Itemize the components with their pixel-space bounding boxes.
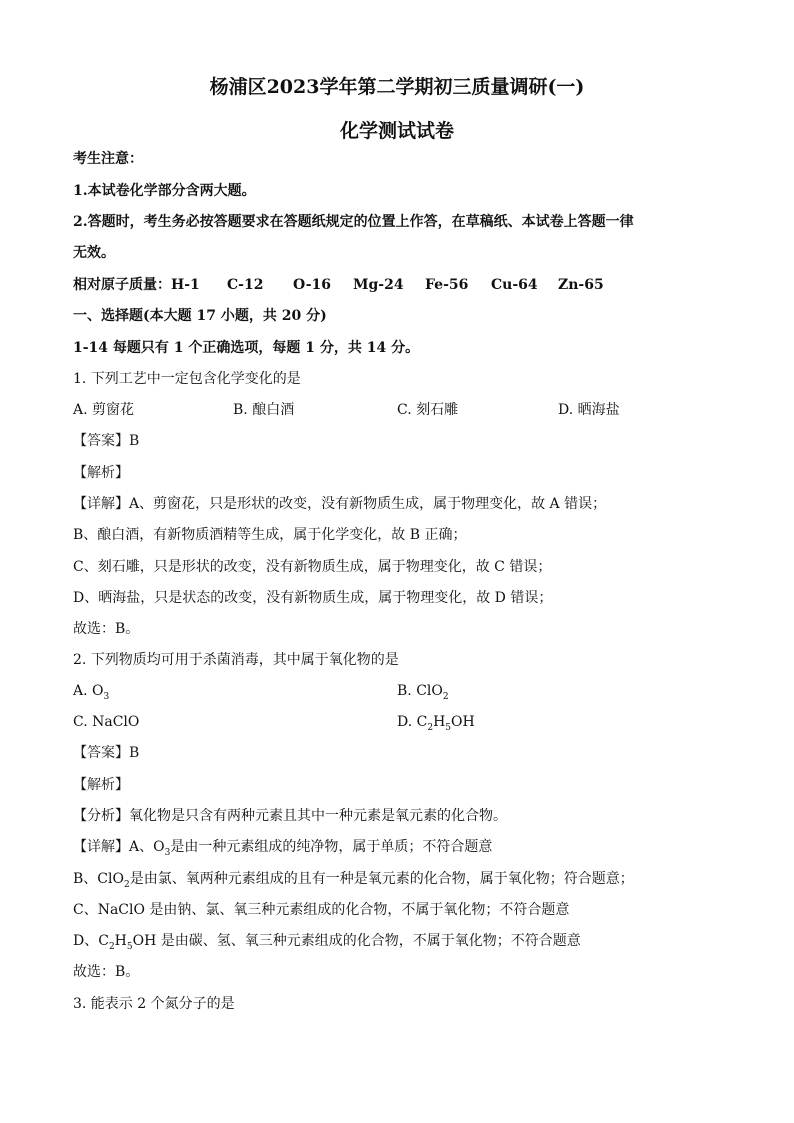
- q1-option-d: D. 晒海盐: [558, 402, 620, 418]
- notice-heading: 考生注意：: [73, 151, 143, 167]
- q2-detail-text: 【详解】A、O: [73, 839, 165, 855]
- notice-item-2-line-2: 无效。: [73, 245, 115, 261]
- q2-answer: 【答案】B: [73, 745, 140, 761]
- q2-option-a-text: A. O: [73, 683, 104, 699]
- atomic-mass-item: H-1: [171, 277, 200, 293]
- question-1-stem: 1. 下列工艺中一定包含化学变化的是: [73, 371, 301, 387]
- q1-option-b: B. 酿白酒: [233, 402, 295, 418]
- q2-option-b-sub: 2: [442, 691, 449, 702]
- q2-option-d-sub: 5: [445, 722, 452, 733]
- atomic-mass-item: C-12: [227, 277, 264, 293]
- q2-option-a: [73, 682, 109, 700]
- atomic-mass-item: Fe-56: [425, 277, 469, 293]
- q2-detail-text: B、ClO: [73, 871, 124, 887]
- page-subtitle: 化学测试试卷: [339, 120, 454, 142]
- q2-detail-text: D、C: [73, 933, 109, 949]
- q2-detail-text: H: [114, 933, 127, 949]
- q2-option-d-sub: 2: [427, 722, 434, 733]
- question-3-stem: 3. 能表示 2 个氮分子的是: [73, 996, 235, 1012]
- q1-detail-line: 【详解】A、剪窗花，只是形状的改变，没有新物质生成，属于物理变化，故 A 错误；: [73, 496, 607, 512]
- q2-detail-text: OH 是由碳、氢、氧三种元素组成的化合物，不属于氧化物；不符合题意: [132, 933, 581, 949]
- section-subheading: 1-14 每题只有 1 个正确选项，每题 1 分，共 14 分。: [73, 340, 420, 356]
- q2-option-d: [397, 713, 475, 731]
- q2-detail-line: [73, 870, 634, 888]
- q2-option-b: [397, 682, 449, 700]
- section-heading: 一、选择题(本大题 17 小题，共 20 分): [73, 308, 327, 324]
- q2-detail-line: [73, 932, 581, 950]
- q2-option-b-text: B. ClO: [397, 683, 443, 699]
- q2-detail-line: [73, 838, 492, 856]
- atomic-mass-item: O-16: [293, 277, 332, 293]
- q1-answer: 【答案】B: [73, 433, 140, 449]
- q1-detail-line: B、酿白酒，有新物质酒精等生成，属于化学变化，故 B 正确；: [73, 527, 467, 543]
- notice-item-2-line-1: 2.答题时，考生务必按答题要求在答题纸规定的位置上作答，在草稿纸、本试卷上答题一律: [73, 214, 634, 230]
- q2-option-d-text: H: [433, 714, 446, 730]
- atomic-mass-label: 相对原子质量：: [73, 277, 171, 293]
- q2-analysis-tag: 【解析】: [73, 777, 129, 793]
- atomic-mass-line: [73, 276, 604, 294]
- q2-detail-sub: 3: [164, 847, 171, 858]
- q1-detail-line: D、晒海盐，只是状态的改变，没有新物质生成，属于物理变化，故 D 错误；: [73, 590, 553, 606]
- q2-detail-sub: 5: [126, 941, 133, 952]
- q2-detail-sub: 2: [108, 941, 115, 952]
- atomic-mass-item: Mg-24: [353, 277, 404, 293]
- q2-detail-text: 是由氯、氧两种元素组成的且有一种是氧元素的化合物，属于氧化物；符合题意；: [129, 871, 634, 887]
- q1-conclusion: 故选：B。: [73, 621, 140, 637]
- question-2-stem: 2. 下列物质均可用于杀菌消毒，其中属于氧化物的是: [73, 652, 399, 668]
- q2-option-a-sub: 3: [103, 691, 110, 702]
- atomic-mass-item: Cu-64: [491, 277, 538, 293]
- q1-option-c: C. 刻石雕: [397, 402, 459, 418]
- q2-option-d-text: OH: [451, 714, 475, 730]
- q2-option-c: C. NaClO: [73, 714, 140, 730]
- q2-detail-line: C、NaClO 是由钠、氯、氧三种元素组成的化合物，不属于氧化物；不符合题意: [73, 902, 570, 918]
- q2-detail-sub: 2: [123, 879, 130, 890]
- page-title: 杨浦区2023学年第二学期初三质量调研(一): [209, 76, 585, 98]
- q1-detail-line: C、刻石雕，只是形状的改变，没有新物质生成，属于物理变化，故 C 错误；: [73, 559, 552, 575]
- q1-option-a: A. 剪窗花: [73, 402, 135, 418]
- atomic-mass-item: Zn-65: [558, 277, 604, 293]
- q2-option-d-text: D. C: [397, 714, 428, 730]
- q2-conclusion: 故选：B。: [73, 964, 140, 980]
- q2-detail-text: 是由一种元素组成的纯净物，属于单质；不符合题意: [170, 839, 493, 855]
- notice-item-1: 1.本试卷化学部分含两大题。: [73, 183, 256, 199]
- q1-analysis-tag: 【解析】: [73, 465, 129, 481]
- q2-fenxi: 【分析】氧化物是只含有两种元素且其中一种元素是氧元素的化合物。: [73, 808, 507, 824]
